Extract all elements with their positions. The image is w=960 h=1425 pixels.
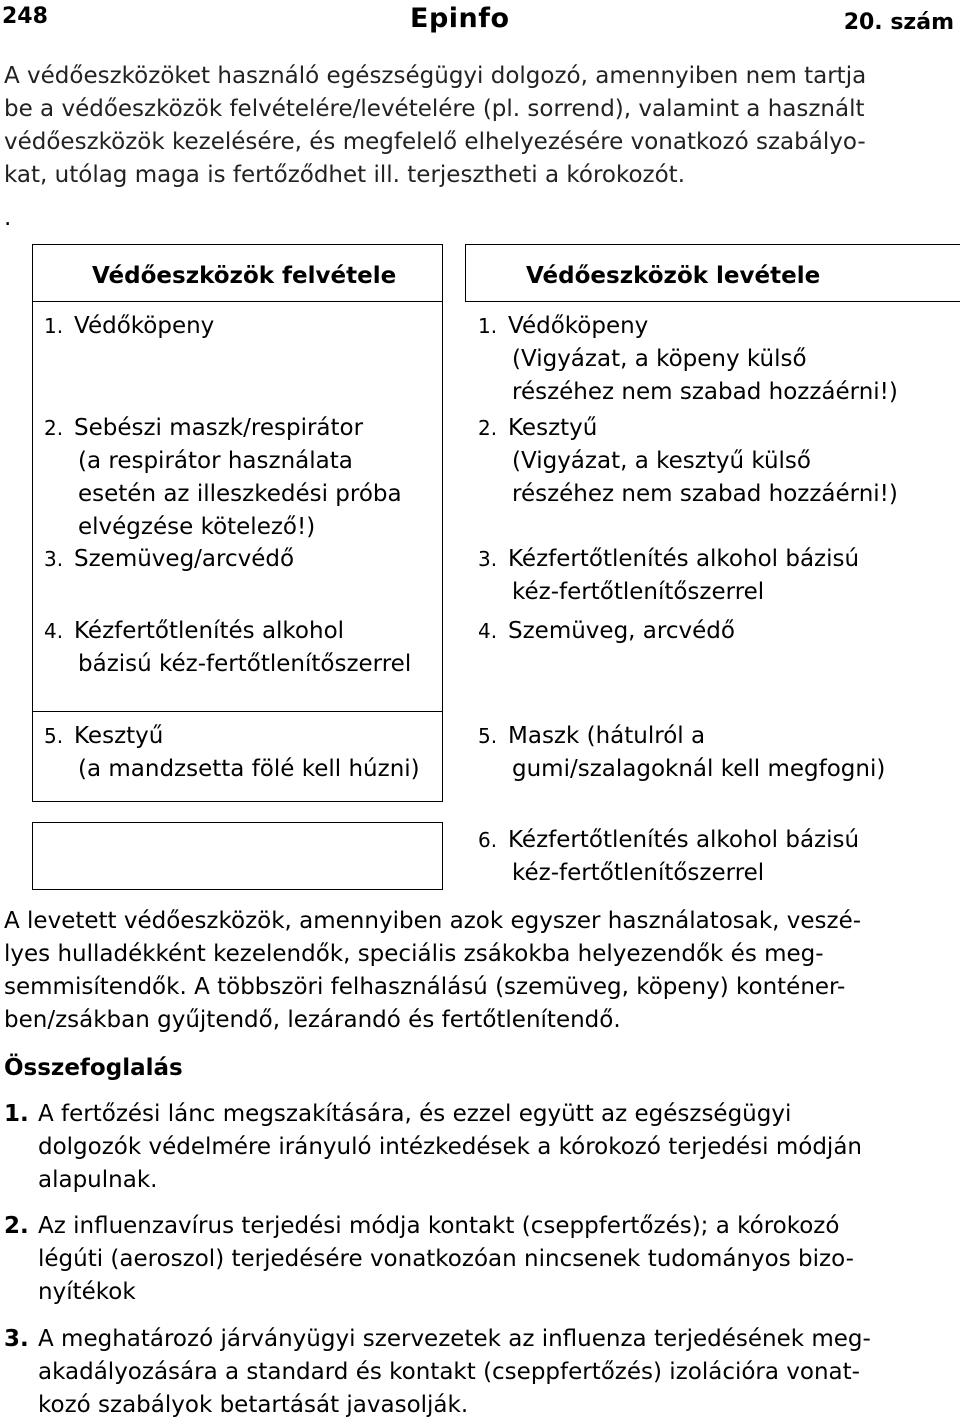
right-item <box>478 543 859 609</box>
intro-paragraph <box>4 60 954 192</box>
intro-line: védőeszközök kezelésére, és megfelelő elhelyezésére vonatkozó szabályo- <box>4 129 866 155</box>
summary-line: dolgozók védelmére irányuló intézkedések a kórokozó terjedési módján <box>38 1134 862 1160</box>
item-number: 2. <box>478 416 498 440</box>
item-text: Maszk (hátulról a <box>508 723 706 749</box>
summary-line: nyítékok <box>38 1279 136 1305</box>
item-text: (Vigyázat, a kesztyű külső <box>512 448 811 474</box>
summary-line: A meghatározó járványügyi szervezetek az influenza terjedésének meg- <box>38 1326 871 1352</box>
intro-line: A védőeszközöket használó egészségügyi dolgozó, amennyiben nem tartja <box>4 63 867 89</box>
left-item <box>44 412 402 544</box>
left-column-header: Védőeszközök felvétele <box>92 263 397 289</box>
right-item <box>478 824 859 890</box>
item-text: Védőköpeny <box>74 313 215 339</box>
item-text: Kesztyű <box>74 723 164 749</box>
item-text: (Vigyázat, a köpeny külső <box>512 346 807 372</box>
intro-line: kat, utólag maga is fertőződhet ill. terjesztheti a kórokozót. <box>4 162 686 188</box>
issue-number: 20. szám <box>843 10 954 35</box>
item-text: bázisú kéz-fertőtlenítőszerrel <box>78 651 412 677</box>
item-text: Kézfertőtlenítés alkohol bázisú <box>508 827 860 853</box>
item-number: 2. <box>44 416 64 440</box>
item-number: 4. <box>44 619 64 643</box>
item-text: gumi/szalagoknál kell megfogni) <box>512 756 886 782</box>
item-text: Szemüveg/arcvédő <box>74 546 295 572</box>
summary-number: 3. <box>4 1326 29 1352</box>
item-text: Kézfertőtlenítés alkohol bázisú <box>508 546 860 572</box>
item-text: Szemüveg, arcvédő <box>508 618 735 644</box>
stray-dot: . <box>4 205 12 231</box>
summary-heading: Összefoglalás <box>4 1055 183 1081</box>
summary-line: légúti (aeroszol) terjedésére vonatkozóan nincsenek tudományos bizo- <box>38 1246 854 1272</box>
left-item <box>44 310 214 343</box>
summary-item <box>4 1098 954 1197</box>
item-text: részéhez nem szabad hozzáérni!) <box>512 379 898 405</box>
item-text: Kesztyű <box>508 415 598 441</box>
summary-item <box>4 1323 954 1422</box>
disposal-paragraph <box>4 905 954 1037</box>
item-text: (a respirátor használata <box>78 448 353 474</box>
right-item <box>478 412 898 511</box>
item-text: kéz-fertőtlenítőszerrel <box>512 579 765 605</box>
item-text: kéz-fertőtlenítőszerrel <box>512 860 765 886</box>
summary-line: Az influenzavírus terjedési módja kontakt (cseppfertőzés); a kórokozó <box>38 1213 840 1239</box>
item-text: Sebészi maszk/respirátor <box>74 415 364 441</box>
summary-number: 2. <box>4 1213 29 1239</box>
item-text: Védőköpeny <box>508 313 649 339</box>
paragraph-line: A levetett védőeszközök, amennyiben azok egyszer használatosak, veszé- <box>4 908 862 934</box>
item-number: 4. <box>478 619 498 643</box>
paragraph-line: lyes hulladékként kezelendők, speciális zsákokba helyezendők és meg- <box>4 941 824 967</box>
table-left-empty-box <box>32 822 443 890</box>
intro-line: be a védőeszközök felvételére/levételére (pl. sorrend), valamint a használt <box>4 96 865 122</box>
item-number: 6. <box>478 828 498 852</box>
right-item <box>478 720 885 786</box>
left-item <box>44 720 420 786</box>
page-header <box>0 0 960 40</box>
item-number: 5. <box>44 724 64 748</box>
journal-logo: Epinfo <box>410 3 510 34</box>
right-item <box>478 615 735 648</box>
item-number: 1. <box>478 314 498 338</box>
summary-line: akadályozására a standard és kontakt (cseppfertőzés) izolációra vonat- <box>38 1359 860 1385</box>
summary-line: A fertőzési lánc megszakítására, és ezzel együtt az egészségügyi <box>38 1101 792 1127</box>
item-number: 1. <box>44 314 64 338</box>
left-item <box>44 543 294 576</box>
item-text: (a mandzsetta fölé kell húzni) <box>78 756 420 782</box>
summary-item <box>4 1210 954 1309</box>
summary-number: 1. <box>4 1101 29 1127</box>
item-text: részéhez nem szabad hozzáérni!) <box>512 481 898 507</box>
paragraph-line: ben/zsákban gyűjtendő, lezárandó és fertőtlenítendő. <box>4 1007 621 1033</box>
left-item <box>44 615 411 681</box>
item-text: esetén az illeszkedési próba <box>78 481 402 507</box>
summary-line: kozó szabályok betartását javasolják. <box>38 1392 469 1418</box>
page-number: 248 <box>2 4 48 29</box>
item-number: 3. <box>478 547 498 571</box>
right-column-header: Védőeszközök levétele <box>526 263 821 289</box>
item-number: 5. <box>478 724 498 748</box>
item-text: Kézfertőtlenítés alkohol <box>74 618 345 644</box>
item-text: elvégzése kötelező!) <box>78 514 316 540</box>
paragraph-line: semmisítendők. A többszöri felhasználású (szemüveg, köpeny) konténer- <box>4 974 846 1000</box>
right-item <box>478 310 898 409</box>
item-number: 3. <box>44 547 64 571</box>
summary-line: alapulnak. <box>38 1167 158 1193</box>
